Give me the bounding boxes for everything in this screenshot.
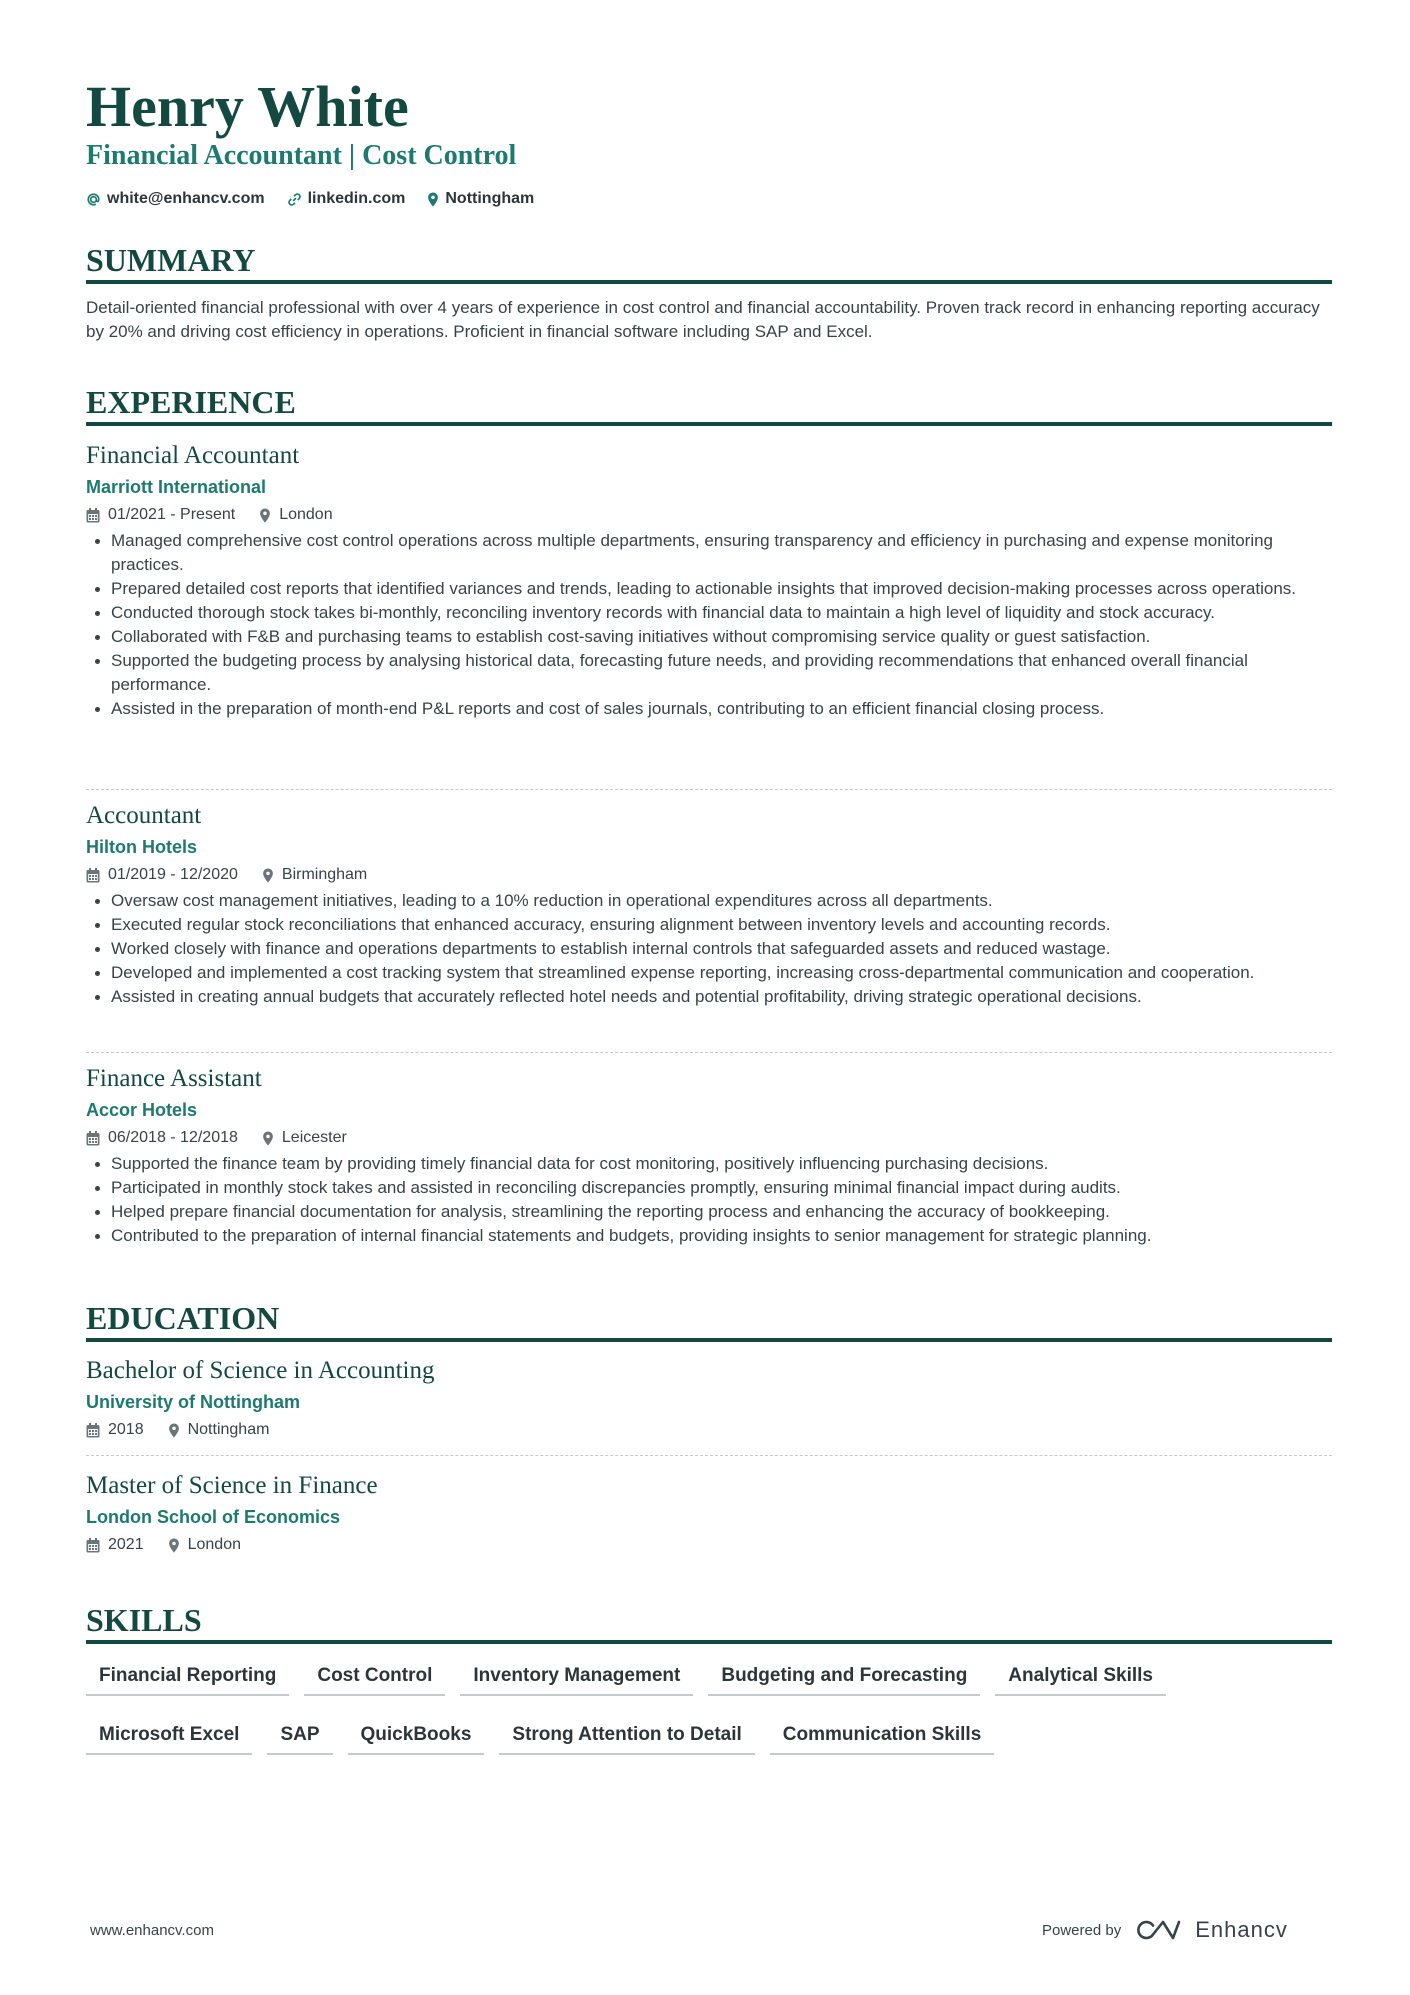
job-dates-text: 01/2021 - Present (108, 506, 236, 523)
skills-row (86, 1658, 1332, 1696)
candidate-name: Henry White (86, 74, 409, 139)
link-icon (287, 192, 302, 207)
education-location-text: London (187, 1536, 241, 1553)
education-entry (86, 1470, 1332, 1556)
list-item: Helped prepare financial documentation for analysis, streamlining the reporting process and enhancing the accuracy of bookkeeping. (86, 1200, 1332, 1224)
job-meta (86, 504, 1332, 526)
job-bullets (86, 529, 1332, 721)
list-item: Supported the budgeting process by analysing historical data, forecasting future needs, and providing recommendations that enhanced overall financial performance. (86, 649, 1332, 697)
job-location-text: Birmingham (281, 866, 368, 883)
contact-email-text: white@enhancv.com (107, 190, 265, 207)
job-dates-text: 01/2019 - 12/2020 (108, 866, 238, 883)
education-entry (86, 1355, 1332, 1441)
skill-tag: Inventory Management (460, 1658, 693, 1696)
calendar-icon (86, 1538, 100, 1553)
job-location (259, 506, 332, 524)
skills-row (86, 1717, 1332, 1755)
job-dates-text: 06/2018 - 12/2018 (108, 1129, 238, 1146)
calendar-icon (86, 508, 100, 523)
experience-entry (86, 1063, 1332, 1248)
experience-entry (86, 440, 1332, 721)
list-item: Prepared detailed cost reports that identified variances and trends, leading to actionable insights that improved decision-making processes across operations. (86, 577, 1332, 601)
job-dates (86, 506, 235, 524)
skill-tag: Cost Control (304, 1658, 445, 1696)
education-location-text: Nottingham (187, 1421, 270, 1438)
skill-tag: Analytical Skills (995, 1658, 1166, 1696)
list-item: Conducted thorough stock takes bi-monthly, reconciling inventory records with financial data to maintain a high level of liquidity and stock accuracy. (86, 601, 1332, 625)
education-meta (86, 1534, 1332, 1556)
education-year (86, 1536, 144, 1554)
skill-tag: Strong Attention to Detail (499, 1717, 754, 1755)
contact-linkedin[interactable] (287, 190, 406, 208)
list-item: Supported the finance team by providing timely financial data for cost monitoring, positively influencing purchasing decisions. (86, 1152, 1332, 1176)
job-bullets (86, 889, 1332, 1009)
experience-entry (86, 800, 1332, 1009)
job-dates (86, 866, 238, 884)
job-meta (86, 864, 1332, 886)
list-item: Participated in monthly stock takes and assisted in reconciling discrepancies promptly, ensuring minimal financial impact during audits. (86, 1176, 1332, 1200)
footer-website[interactable]: www.enhancv.com (90, 1922, 214, 1939)
entry-divider (86, 789, 1332, 790)
list-item: Oversaw cost management initiatives, leading to a 10% reduction in operational expenditures across all departments. (86, 889, 1332, 913)
list-item: Assisted in creating annual budgets that accurately reflected hotel needs and potential profitability, driving strategic operational decisions. (86, 985, 1332, 1009)
location-icon (168, 1538, 180, 1553)
school-name: London School of Economics (86, 1507, 340, 1527)
summary-text: Detail-oriented financial professional with over 4 years of experience in cost control and financial accountability. Proven track record in enhancing reporting accuracy by 20% and driving cost efficiency in operations. Proficient in financial software including SAP and Excel. (86, 298, 1320, 341)
entry-divider (86, 1052, 1332, 1053)
location-icon (262, 868, 274, 883)
degree-title: Bachelor of Science in Accounting (86, 1357, 435, 1384)
list-item: Managed comprehensive cost control operations across multiple departments, ensuring transparency and efficiency in purchasing and expense monitoring practices. (86, 529, 1332, 577)
company-name: Accor Hotels (86, 1100, 198, 1120)
skill-tag: SAP (267, 1717, 332, 1755)
list-item: Worked closely with finance and operations departments to establish internal controls that safeguarded assets and reduced wastage. (86, 937, 1332, 961)
skill-tag: Budgeting and Forecasting (708, 1658, 980, 1696)
company-name: Hilton Hotels (86, 837, 197, 857)
job-meta (86, 1127, 1332, 1149)
education-location (168, 1536, 241, 1554)
location-icon (259, 508, 271, 523)
job-title: Accountant (86, 802, 202, 829)
calendar-icon (86, 1423, 100, 1438)
education-location (168, 1421, 270, 1439)
entry-divider (86, 1455, 1332, 1456)
experience-heading: EXPERIENCE (86, 382, 1332, 426)
footer-branding[interactable] (1042, 1910, 1288, 1950)
education-year (86, 1421, 144, 1439)
job-location (262, 1129, 347, 1147)
job-location-text: Leicester (281, 1129, 347, 1146)
calendar-icon (86, 1131, 100, 1146)
candidate-headline: Financial Accountant | Cost Control (86, 140, 517, 171)
list-item: Executed regular stock reconciliations that enhanced accuracy, ensuring alignment between inventory levels and accounting records. (86, 913, 1332, 937)
education-year-text: 2021 (108, 1536, 144, 1553)
list-item: Assisted in the preparation of month-end P&L reports and cost of sales journals, contributing to an efficient financial closing process. (86, 697, 1332, 721)
list-item: Developed and implemented a cost tracking system that streamlined expense reporting, increasing cross-departmental communication and cooperation. (86, 961, 1332, 985)
brand-name: Enhancv (1195, 1917, 1288, 1942)
degree-title: Master of Science in Finance (86, 1472, 378, 1499)
education-year-text: 2018 (108, 1421, 144, 1438)
enhancv-logo-icon (1135, 1918, 1181, 1942)
calendar-icon (86, 868, 100, 883)
job-title: Finance Assistant (86, 1065, 262, 1092)
school-name: University of Nottingham (86, 1392, 301, 1412)
education-heading: EDUCATION (86, 1298, 1332, 1342)
job-dates (86, 1129, 238, 1147)
contact-email[interactable] (86, 190, 265, 208)
summary-heading: SUMMARY (86, 240, 1332, 284)
contact-location (427, 190, 534, 208)
education-meta (86, 1419, 1332, 1441)
location-icon (427, 192, 439, 207)
list-item: Collaborated with F&B and purchasing teams to establish cost-saving initiatives without compromising service quality or guest satisfaction. (86, 625, 1332, 649)
powered-by-label: Powered by (1042, 1921, 1122, 1939)
at-icon (86, 192, 101, 207)
contact-location-text: Nottingham (445, 190, 535, 207)
job-bullets (86, 1152, 1332, 1248)
skill-tag: Microsoft Excel (86, 1717, 252, 1755)
skill-tag: Financial Reporting (86, 1658, 289, 1696)
job-location (262, 866, 367, 884)
skill-tag: Communication Skills (770, 1717, 994, 1755)
company-name: Marriott International (86, 477, 267, 497)
skill-tag: QuickBooks (348, 1717, 485, 1755)
contact-bar (86, 187, 534, 211)
contact-linkedin-text: linkedin.com (307, 190, 406, 207)
location-icon (168, 1423, 180, 1438)
job-location-text: London (279, 506, 333, 523)
list-item: Contributed to the preparation of internal financial statements and budgets, providing insights to senior management for strategic planning. (86, 1224, 1332, 1248)
skills-heading: SKILLS (86, 1600, 1332, 1644)
location-icon (262, 1131, 274, 1146)
job-title: Financial Accountant (86, 442, 300, 469)
